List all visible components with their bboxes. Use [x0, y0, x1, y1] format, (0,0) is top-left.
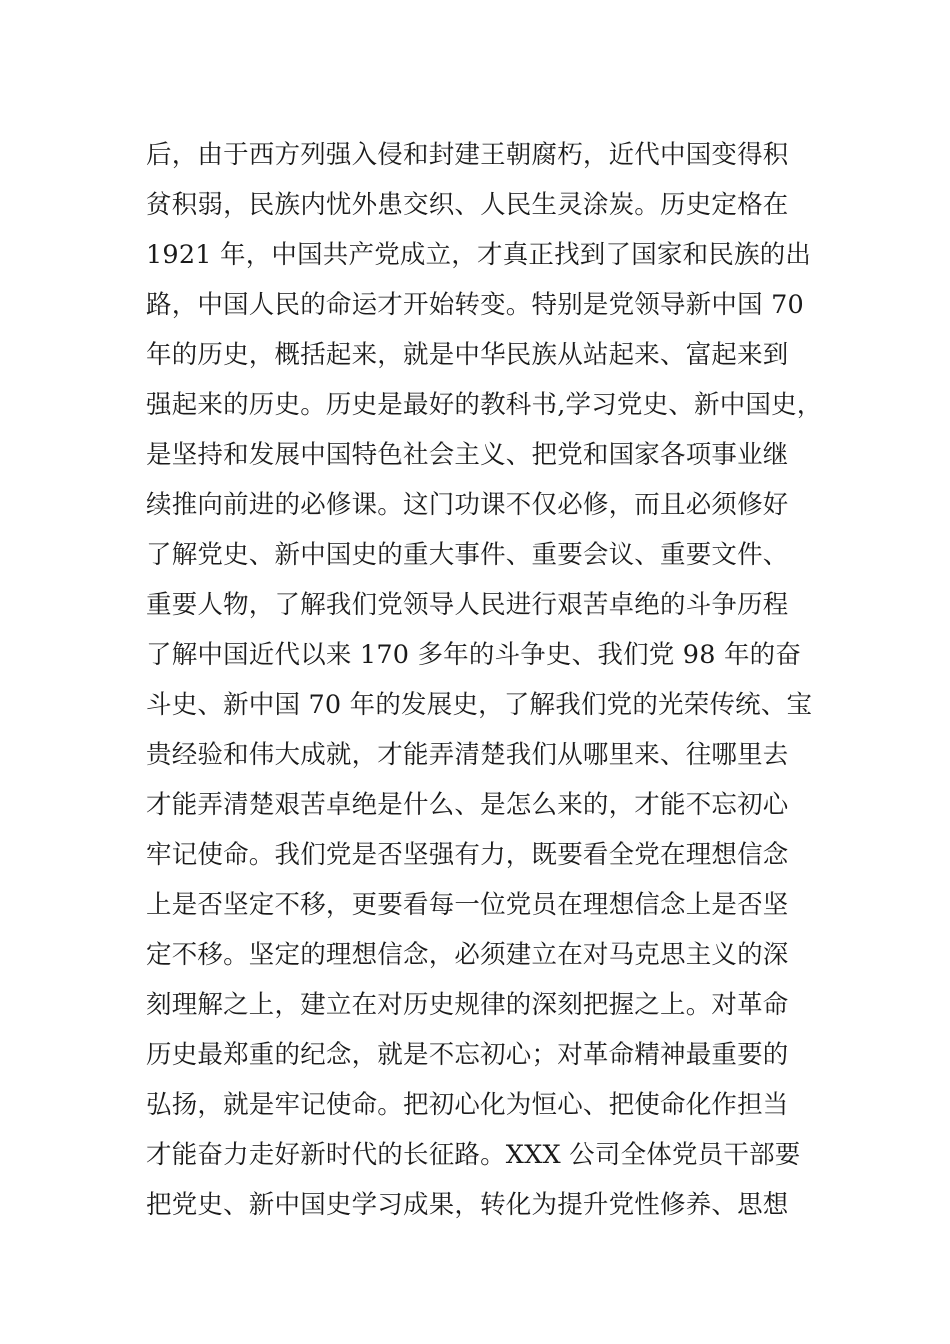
text-line: 路，中国人民的命运才开始转变。特别是党领导新中国 70 [146, 290, 804, 320]
text-line: 年的历史，概括起来，就是中华民族从站起来、富起来到 [146, 340, 789, 370]
text-line: 弘扬，就是牢记使命。把初心化为恒心、把使命化作担当 [146, 1090, 789, 1120]
text-line: 定不移。坚定的理想信念，必须建立在对马克思主义的深 [146, 940, 789, 970]
text-line: 牢记使命。我们党是否坚强有力，既要看全党在理想信念 [146, 840, 789, 870]
text-line: 了解中国近代以来 170 多年的斗争史、我们党 98 年的奋 [146, 640, 802, 670]
text-line: 贵经验和伟大成就，才能弄清楚我们从哪里来、往哪里去 [146, 740, 789, 770]
text-line: 上是否坚定不移，更要看每一位党员在理想信念上是否坚 [146, 890, 789, 920]
text-line: 才能弄清楚艰苦卓绝是什么、是怎么来的，才能不忘初心 [146, 790, 789, 820]
text-line: 了解党史、新中国史的重大事件、重要会议、重要文件、 [146, 540, 789, 570]
text-line: 历史最郑重的纪念，就是不忘初心；对革命精神最重要的 [146, 1040, 789, 1070]
text-line: 才能奋力走好新时代的长征路。XXX 公司全体党员干部要 [146, 1140, 801, 1170]
text-line: 强起来的历史。历史是最好的教科书,学习党史、新中国史， [146, 390, 823, 420]
text-line: 斗史、新中国 70 年的发展史，了解我们党的光荣传统、宝 [146, 690, 813, 720]
body-text [146, 130, 823, 1230]
text-line: 续推向前进的必修课。这门功课不仅必修，而且必须修好 [146, 490, 789, 520]
text-line: 后，由于西方列强入侵和封建王朝腐朽，近代中国变得积 [146, 140, 789, 170]
text-line: 重要人物，了解我们党领导人民进行艰苦卓绝的斗争历程 [146, 590, 789, 620]
text-line: 贫积弱，民族内忧外患交织、人民生灵涂炭。历史定格在 [146, 190, 789, 220]
text-line: 把党史、新中国史学习成果，转化为提升党性修养、思想 [146, 1190, 789, 1220]
text-line: 1921 年，中国共产党成立，才真正找到了国家和民族的出 [146, 240, 812, 270]
text-line: 刻理解之上，建立在对历史规律的深刻把握之上。对革命 [146, 990, 789, 1020]
text-line: 是坚持和发展中国特色社会主义、把党和国家各项事业继 [146, 440, 789, 470]
